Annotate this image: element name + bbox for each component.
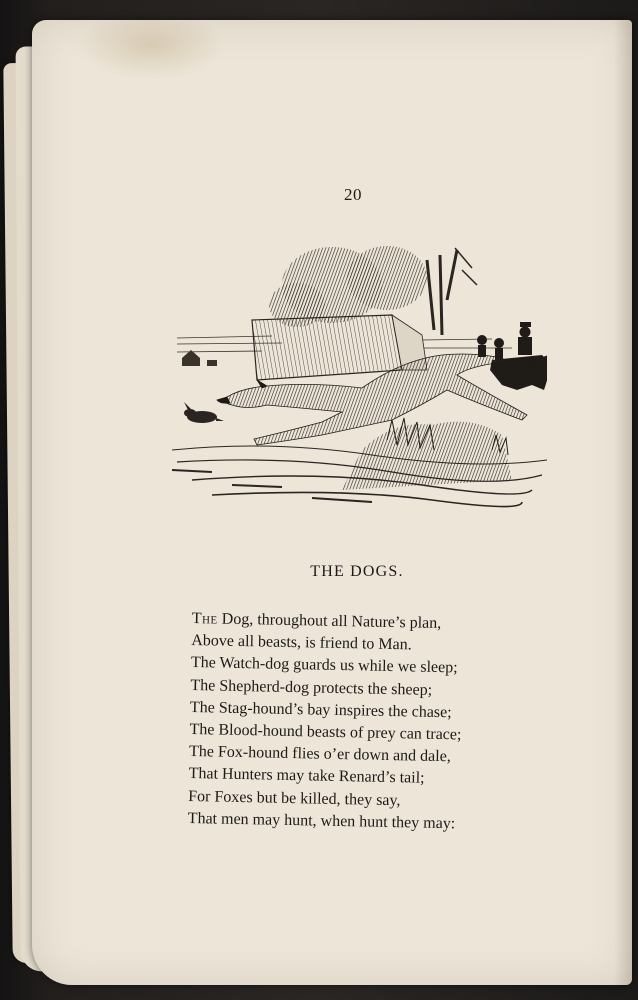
poem: [188, 608, 552, 837]
poem-first-word: The: [191, 609, 218, 628]
poem-line: The Watch-dog guards us while we sleep;: [190, 654, 458, 677]
poem-title: THE DOGS.: [310, 563, 404, 580]
book-page: [32, 20, 632, 985]
poem-line: That men may hunt, when hunt they may:: [187, 809, 456, 833]
poem-line: The Blood-hound beasts of prey can trace;: [189, 720, 462, 744]
page-number: 20: [344, 185, 362, 204]
poem-line: Above all beasts, is friend to Man.: [191, 632, 412, 654]
poem-line: For Foxes but be killed, they say,: [188, 787, 401, 809]
poem-line: The Shepherd-dog protects the sheep;: [190, 676, 433, 699]
poem-line: The Stag-hound’s bay inspires the chase;: [189, 698, 452, 722]
hare: [184, 402, 224, 423]
distant-buildings: [182, 350, 217, 366]
poem-line: That Hunters may take Renard’s tail;: [188, 765, 425, 788]
poem-line: The Fox-hound flies o’er down and dale,: [188, 743, 451, 766]
poem-first-line-rest: Dog, throughout all Nature’s plan,: [217, 610, 442, 633]
woodcut-illustration: [172, 240, 547, 525]
